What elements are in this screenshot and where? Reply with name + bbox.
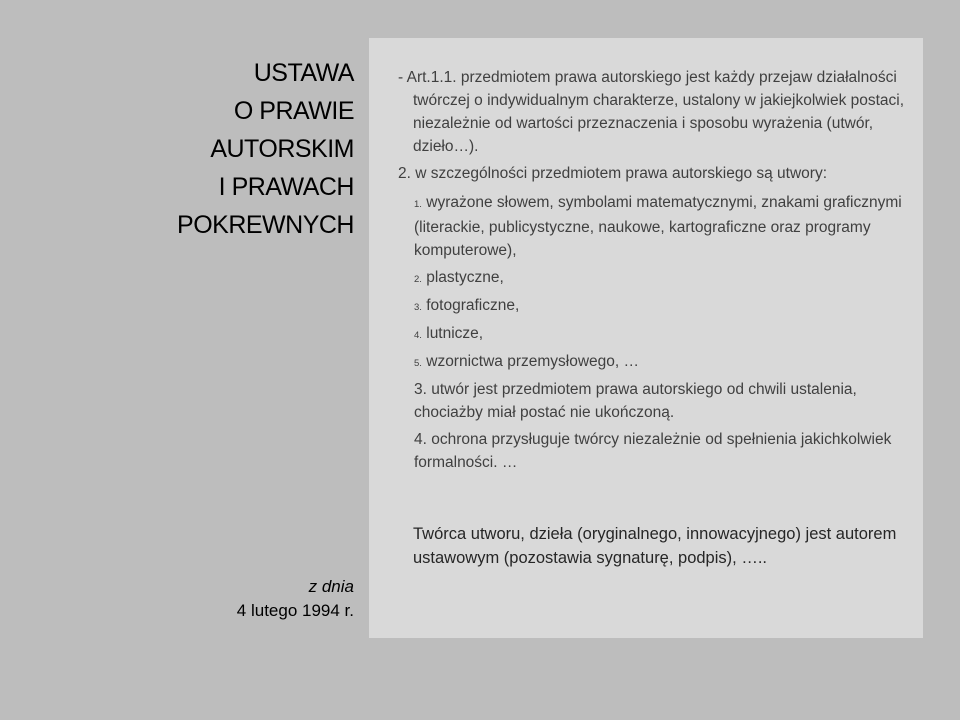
title-line: O PRAWIE (233, 97, 354, 125)
title-line: I PRAWACH (218, 173, 354, 201)
list-item (398, 266, 918, 291)
list-item-text: fotograficzne, (421, 297, 520, 314)
list-item-text: lutnicze, (421, 325, 484, 342)
title-line: AUTORSKIM (210, 135, 354, 163)
list-item-number: 1. (414, 199, 422, 210)
author-note: Twórca utworu, dzieła (oryginalnego, innowacyjnego) jest autorem ustawowym (pozostawia sygnaturę, podpis), ….. (413, 525, 897, 567)
date-prefix: z dnia (308, 577, 354, 596)
list-item-text: wzornictwa przemysłowego, … (421, 353, 640, 370)
list-item (398, 191, 918, 262)
article-4: 4. ochrona przysługuje twórcy niezależnie od spełnienia jakichkolwiek formalności. … (414, 431, 892, 471)
article-text (398, 66, 918, 474)
list-item-number: 3. (414, 302, 422, 313)
list-item-text: plastyczne, (421, 269, 504, 286)
list-item-number: 4. (414, 330, 422, 341)
article-2: 2. w szczególności przedmiotem prawa autorskiego są utwory: (398, 165, 828, 182)
title-line: POKREWNYCH (177, 211, 354, 239)
list-item-number: 2. (414, 274, 422, 285)
title-line: USTAWA (253, 59, 354, 87)
date-value: 4 lutego 1994 r. (236, 601, 354, 620)
list-item-number: 5. (414, 358, 422, 369)
article-1: - Art.1.1. przedmiotem prawa autorskiego jest każdy przejaw działalności twórczej o indywidualnym charakterze, ustalony w jakiejkolwiek postaci, niezależnie od wartości przeznaczenia i sposobu wyrażenia (utwór, dzieło…). (398, 69, 905, 155)
slide-title (94, 54, 354, 244)
list-item-text: wyrażone słowem, symbolami matematycznymi, znakami graficznymi (literackie, publicystyczne, naukowe, kartograficzne oraz programy komputerowe), (414, 194, 902, 259)
list-item (398, 322, 918, 347)
law-date (94, 575, 354, 623)
list-item (398, 350, 918, 375)
article-3: 3. utwór jest przedmiotem prawa autorskiego od chwili ustalenia, chociażby miał postać nie ukończoną. (414, 381, 857, 421)
list-item (398, 294, 918, 319)
